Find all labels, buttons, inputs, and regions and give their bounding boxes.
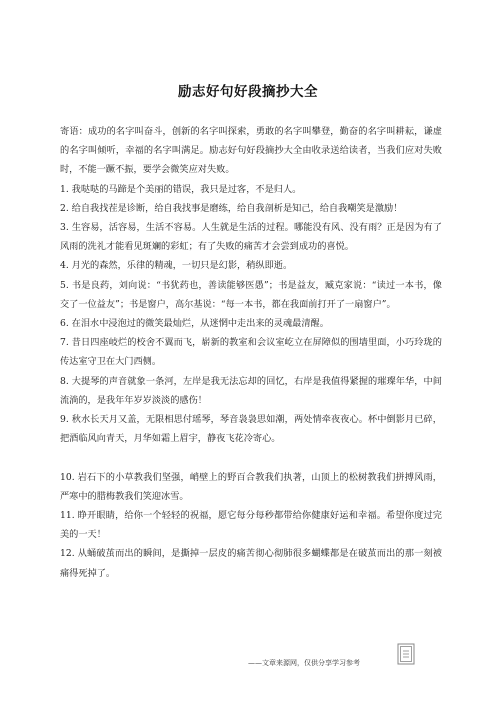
document-title: 励志好句好段摘抄大全 (178, 84, 318, 100)
quote-item-1: 1. 我哒哒的马蹄是个美丽的错误，我只是过客，不是归人。 (60, 183, 302, 195)
quote-item-8: 8. 大提琴的声音就象一条河，左岸是我无法忘却的回忆，右岸是我值得紧握的璀璨年华，中间流淌的，是我年年岁岁淡淡的感伤！ (60, 375, 442, 406)
quote-item-12: 12. 从蛹破茧而出的瞬间，是撕掉一层皮的痛苦彻心彻肺很多蝴蝶都是在破茧而出的那一刻被痛得死掉了。 (60, 548, 442, 579)
quote-item-11: 11. 睁开眼睛，给你一个轻轻的祝福，愿它每分每秒都带给你健康好运和幸福。希望你度过完美的一天！ (60, 510, 442, 541)
document-stamp-icon (397, 643, 415, 665)
source-footer: ——文章来源网，仅供分享学习参考 (248, 659, 360, 667)
intro-paragraph: 寄语：成功的名字叫奋斗，创新的名字叫探索，勇敢的名字叫攀登，勤奋的名字叫耕耘，谦虚的名字叫倾听，幸福的名字叫满足。励志好句好段摘抄大全由收录送给读者，当我们应对失败时，不能一蹶不振，要学会微笑应对失败。 (60, 126, 442, 176)
quote-item-3: 3. 生容易，活容易，生活不容易。人生就是生活的过程。哪能没有风、没有雨？正是因为有了风雨的洗礼才能看见斑斓的彩虹；有了失败的痛苦才会尝到成功的喜悦。 (60, 222, 442, 253)
quote-item-5: 5. 书是良药，刘向说：“书犹药也，善读能够医愚”；书是益友，臧克家说：“读过一本书，像交了一位益友”；书是窗户，高尔基说：“每一本书，都在我面前打开了一扇窗户”。 (60, 279, 442, 310)
quote-item-2: 2. 给自我找茬是诊断，给自我找事是磨练，给自我剖析是知己，给自我嘲笑是激励！ (60, 202, 403, 214)
quote-item-10: 10. 岩石下的小草教我们坚强，峭壁上的野百合教我们执著，山顶上的松树教我们拼搏风雨，严寒中的腊梅教我们笑迎冰雪。 (60, 471, 442, 502)
quote-item-9: 9. 秋水长天月又盖，无限相思付瑶琴，琴音袅袅思如潮，两处情牵夜夜心。杯中倒影月已碎，把酒临风向青天，月华如霜上眉宇，静夜飞花冷寄心。 (60, 414, 442, 445)
quote-item-7: 7. 昔日四座岐烂的校舍不翼而飞，崭新的教室和会议室屹立在屏障似的围墙里面，小巧玲珑的传达室守卫在大门西侧。 (60, 337, 442, 368)
quote-item-6: 6. 在泪水中浸泡过的微笑最灿烂，从迷惘中走出来的灵魂最清醒。 (60, 318, 329, 330)
document-body (60, 122, 442, 583)
quote-item-4: 4. 月光的森然，乐律的精魂，一切只是幻影，稍纵即逝。 (60, 260, 293, 272)
